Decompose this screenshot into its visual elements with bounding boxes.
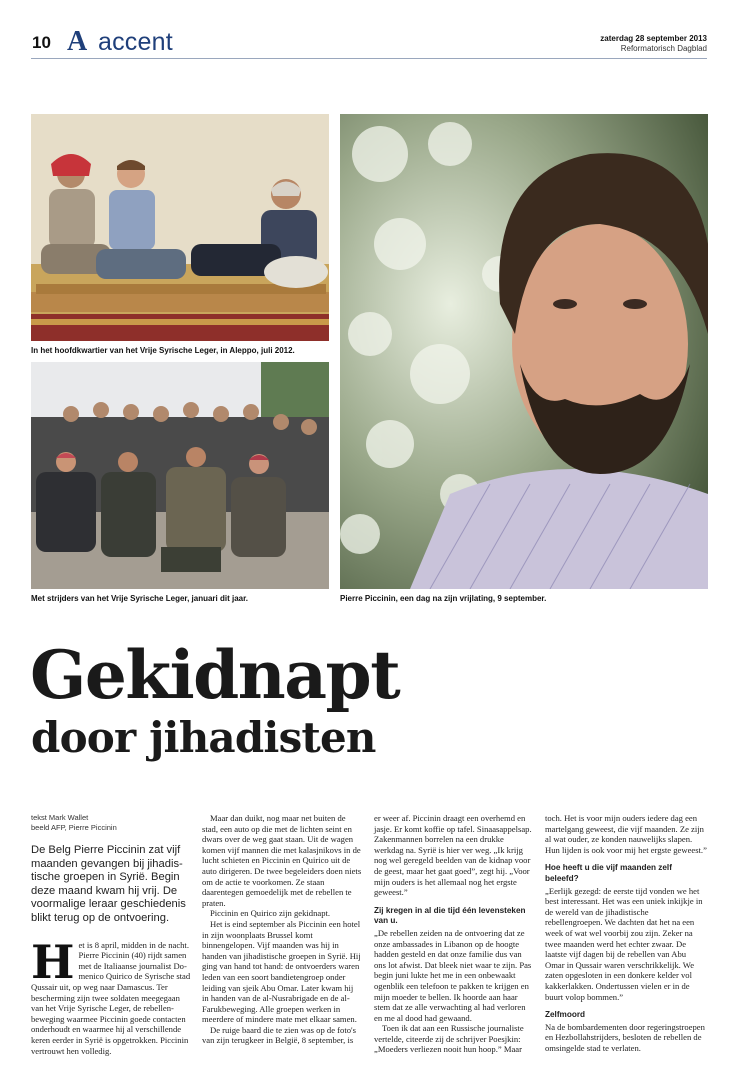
article-column-4 [545,813,707,1053]
paragraph: „Eerlijk gezegd: de eerste tijd vonden we het best interessant. Het was een uniek inkijkje in de wereld van de jihadistische rebellengroepen. We dachten dat het na een week of wat wel voorbij zou zijn. Zeker na twee maanden werd het echter zwaar. De laatste vijf dagen bij de rebellen van Abu Omar in Qussair waren verschrikkelijk. We zaten opgesloten in een donkere kelder vol kakkerlakken. Ondertussen vielen er in de buurt volop bommen.” [545,885,703,1002]
credit-photo: beeld AFP, Pierre Piccinin [31,823,117,832]
paragraph: „De rebellen zeiden na de ontvoering dat ze onze ambassades in Libanon op de hoogte hadden gesteld en dat onze familie dus van ons lot afwist. Dat bleek niet waar te zijn. Pas begin juni lukte het me in een onbewaakt ogenblik een telefoon te pakken te krijgen en mijn moeder te bellen. Ik hoorde aan haar stem dat ze alle verwachting al had verloren en me al dood had gewaand. [374,927,532,1023]
byline [31,813,191,833]
paragraph: er weer af. Piccinin draagt een overhemd en jasje. Er komt koffie op tafel. Sinaasappelsap. Zakenmannen borrelen na een drukke werkdag na. Syrië is hier ver weg. „Ik krijg nog wel geregeld beelden van de kidnap voor de geest, maar het gaat goed”, zegt hij. „Voor mijn ouders is het allemaal nog het ergste geweest.” [374,813,532,898]
interview-question: Zij kregen in al die tijd één levensteken van u. [374,905,526,926]
paragraph: Toen ik dat aan een Russische journaliste vertelde, citeerde zij de schrijver Poesjkin: „Moeders verliezen nooit hun hoop.” Maar [374,1023,524,1055]
paragraph: et is 8 april, midden in de nacht. Pierre Piccinin (40) rijdt samen met de Italiaanse journalist Domenico Quirico de Syrische stad Qussair uit, op weg naar Damascus. Ter bescherming zijn twee soldaten meegegaan van het Vrije Syrische Leger, de rebellenbeweging waarmee Piccinin goede contacten onderhoudt en waarmee hij al verschillende keren eerder in Syrië is opgetrokken. Piccinin vertrouwt hen volledig. [31,939,191,1056]
paragraph: toch. Het is voor mijn ouders iedere dag een martelgang geweest, die vijf maanden. Ze zijn al wat ouder, ze konden nauwelijks slapen. Hun lijden is ook voor mij het ergste geweest.” [545,813,707,855]
credit-text: tekst Mark Wallet [31,813,89,822]
subheading: Zelfmoord [545,1010,586,1020]
page-number: 10 [32,33,51,52]
article-column-2 [202,813,362,1046]
photo-portrait-piccinin [340,114,708,589]
article-column-1 [31,813,191,1056]
article-column-3 [374,813,534,1055]
paragraph: De ruige baard die te zien was op de foto's van zijn terugkeer in België, 8 september, is [202,1024,356,1046]
drop-cap: H [31,934,75,989]
paragraph: Na de bombardementen door regeringstroepen en Hezbollahstrijders, besloten de rebellen de omsingelde stad te verlaten. [545,1021,705,1053]
publication-name: Reformatorisch Dagblad [620,44,707,53]
headline-main: Gekidnapt [30,636,400,714]
issue-date: zaterdag 28 september 2013 [600,34,707,43]
paragraph: Maar dan duikt, nog maar net buiten de stad, een auto op die met de lichten seint en dwars over de weg gaat staan. Uit de wagen komen vijf mannen die met kalasjnikovs in de lucht schieten en Piccinin en Quirico uit de auto dirigeren. De twee begeleiders doen niets om de actie te voorkomen. Ze staan daarentegen gemoedelijk met de rebellen te praten. [202,813,362,908]
header-rule [31,58,707,59]
photo-fighters-group [31,362,329,589]
paragraph: Het is eind september als Piccinin een hotel in zijn woonplaats Brussel komt binnengelopen. Vijf maanden was hij in handen van jihadistische groepen in Syrië. Hij ging van hand tot hand: de ontvoerders waren leden van een soort bandietengroep onder leiding van sjeik Abu Omar. Later kwam hij in handen van de al-Nusrabrigade en de al-Farukbeweging. Alle groepen werken in meerdere of mindere mate met elkaar samen. [202,918,361,1025]
headline-sub: door jihadisten [31,713,376,762]
article-intro: De Belg Pierre Piccinin zat vijf maanden gevangen bij jihadistische groepen in Syrië. Begin deze maand kwam hij vrij. De voormalige leraar geschiedenis blikt terug op de ontvoering. [31,844,186,924]
section-title: accent [98,28,173,56]
caption-photo-fighters: Met strijders van het Vrije Syrische Leger, januari dit jaar. [31,594,248,603]
caption-photo-portrait: Pierre Piccinin, een dag na zijn vrijlating, 9 september. [340,594,547,603]
dateline [600,34,707,54]
caption-photo-headquarters: In het hoofdkwartier van het Vrije Syrische Leger, in Aleppo, juli 2012. [31,346,295,355]
paragraph: Piccinin en Quirico zijn gekidnapt. [210,908,331,919]
newspaper-logo: A [67,26,88,57]
photo-headquarters-aleppo [31,114,329,341]
interview-question: Hoe heeft u die vijf maanden zelf beleefd? [545,863,672,883]
